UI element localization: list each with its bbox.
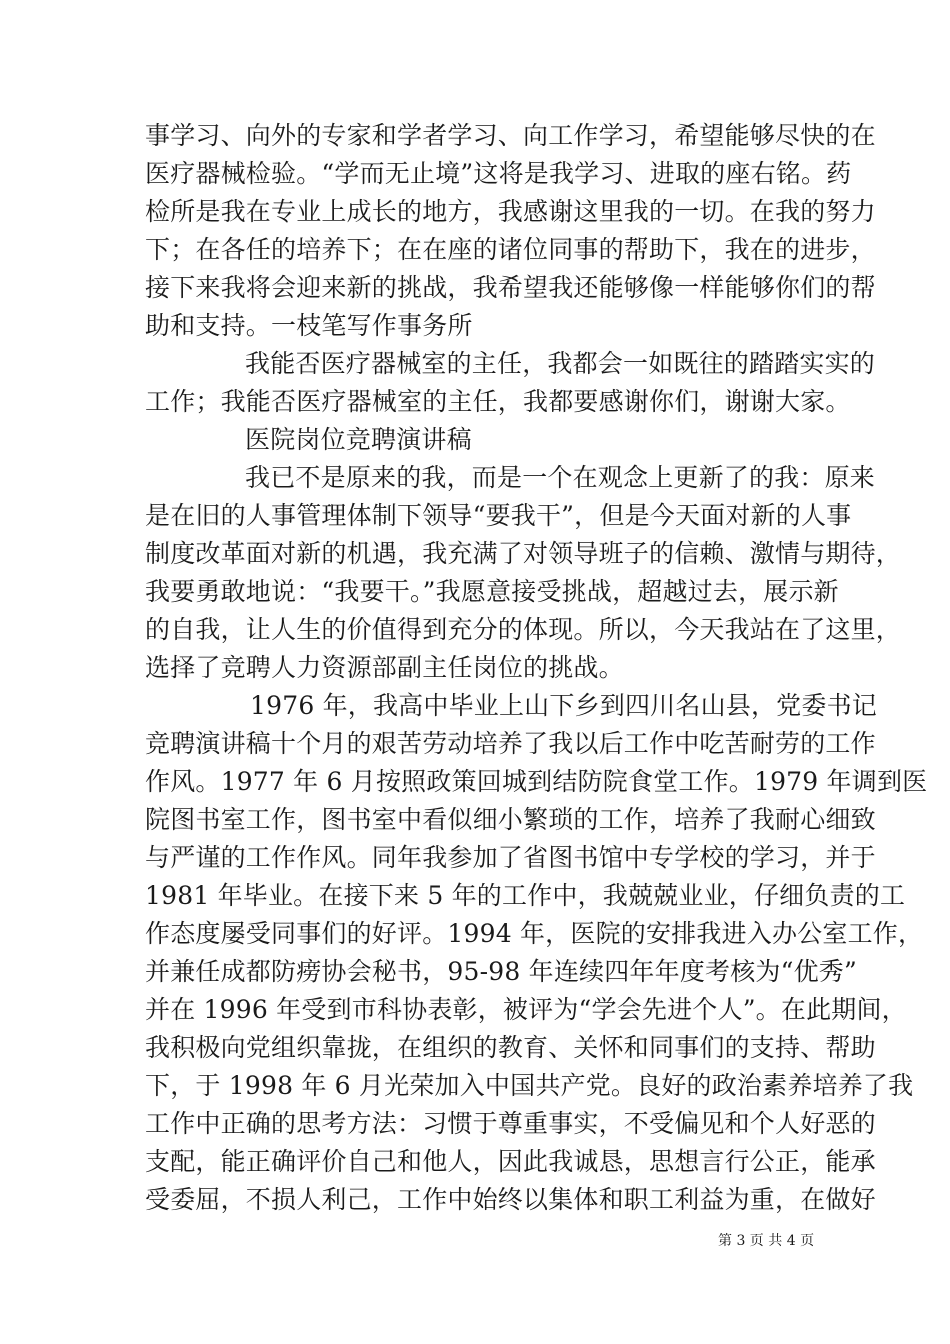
text-line: 助和支持。一枝笔写作事务所 [145,311,473,340]
text-line: 受委屈，不损人利己，工作中始终以集体和职工利益为重，在做好 [145,1185,876,1214]
text-line: 1981 年毕业。在接下来 5 年的工作中，我兢兢业业，仔细负责的工 [145,881,906,910]
text-line: 接下来我将会迎来新的挑战，我希望我还能够像一样能够你们的帮 [145,273,876,302]
paragraph-first-line: 1976 年，我高中毕业上山下乡到四川名山县，党委书记 [250,691,877,720]
text-line: 工作；我能否医疗器械室的主任，我都要感谢你们，谢谢大家。 [145,387,851,416]
text-line: 作态度屡受同事们的好评。1994 年，医院的安排我进入办公室工作， [145,919,924,948]
text-line: 并在 1996 年受到市科协表彰，被评为“学会先进个人”。在此期间， [145,995,907,1024]
text-line: 我积极向党组织靠拢，在组织的教育、关怀和同事们的支持、帮助 [145,1033,876,1062]
text-line: 的自我，让人生的价值得到充分的体现。所以，今天我站在了这里， [145,615,902,644]
text-line: 下；在各任的培养下；在在座的诸位同事的帮助下，我在的进步， [145,235,876,264]
text-line: 与严谨的工作作风。同年我参加了省图书馆中专学校的学习，并于 [145,843,876,872]
text-line: 我要勇敢地说：“我要干。”我愿意接受挑战，超越过去，展示新 [145,577,839,606]
paragraph-first-line: 我已不是原来的我，而是一个在观念上更新了的我：原来 [245,463,876,492]
text-line: 下，于 1998 年 6 月光荣加入中国共产党。良好的政治素养培养了我 [145,1071,914,1100]
text-line: 制度改革面对新的机遇，我充满了对领导班子的信赖、激情与期待， [145,539,902,568]
text-line: 医疗器械检验。“学而无止境”这将是我学习、进取的座右铭。药 [145,159,852,188]
section-heading: 医院岗位竞聘演讲稿 [245,425,472,454]
text-line: 作风。1977 年 6 月按照政策回城到结防院食堂工作。1979 年调到医 [145,767,928,796]
text-line: 选择了竞聘人力资源部副主任岗位的挑战。 [145,653,624,682]
paragraph-first-line: 我能否医疗器械室的主任，我都会一如既往的踏踏实实的 [245,349,876,378]
text-line: 工作中正确的思考方法：习惯于尊重事实，不受偏见和个人好恶的 [145,1109,876,1138]
text-line: 院图书室工作，图书室中看似细小繁琐的工作，培养了我耐心细致 [145,805,876,834]
text-line: 竞聘演讲稿十个月的艰苦劳动培养了我以后工作中吃苦耐劳的工作 [145,729,876,758]
text-line: 检所是我在专业上成长的地方，我感谢这里我的一切。在我的努力 [145,197,876,226]
text-line: 支配，能正确评价自己和他人，因此我诚恳，思想言行公正，能承 [145,1147,876,1176]
text-line: 事学习、向外的专家和学者学习、向工作学习，希望能够尽快的在 [145,121,876,150]
page-number-footer: 第 3 页 共 4 页 [718,1233,815,1249]
text-line: 是在旧的人事管理体制下领导“要我干”，但是今天面对新的人事 [145,501,852,530]
text-line: 并兼任成都防痨协会秘书，95-98 年连续四年年度考核为“优秀” [145,957,857,986]
